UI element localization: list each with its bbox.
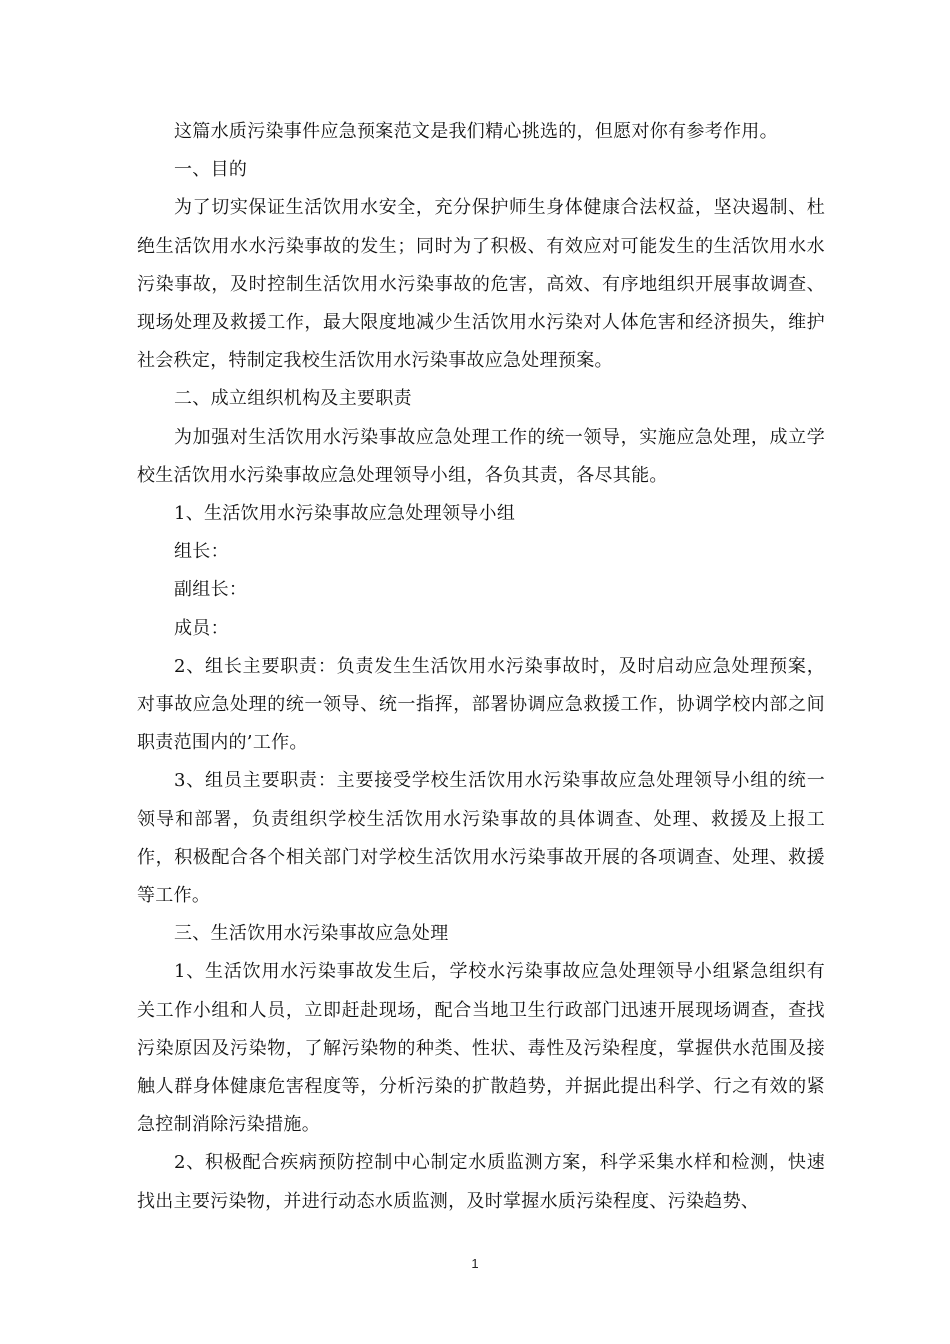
list-item-emergency-step-2: 2、积极配合疾病预防控制中心制定水质监测方案，科学采集水样和检测，快速找出主要污染物，并进行动态水质监测，及时掌握水质污染程度、污染趋势、	[137, 1152, 825, 1212]
heading-purpose: 一、目的	[174, 159, 248, 181]
field-deputy-leader: 副组长：	[174, 579, 248, 601]
field-members: 成员：	[174, 617, 229, 639]
heading-emergency-handling: 三、生活饮用水污染事故应急处理	[174, 923, 449, 945]
heading-organization: 二、成立组织机构及主要职责	[174, 388, 412, 410]
list-item-member-duties: 3、组员主要职责：主要接受学校生活饮用水污染事故应急处理领导小组的统一领导和部署，负责组织学校生活饮用水污染事故的具体调查、处理、救援及上报工作，积极配合各个相关部门对学校生活饮用水污染事故开展的各项调查、处理、救援等工作。	[137, 770, 825, 907]
paragraph-intro: 这篇水质污染事件应急预案范文是我们精心挑选的，但愿对你有参考作用。	[174, 121, 778, 142]
list-item-leadership-group: 1、生活饮用水污染事故应急处理领导小组	[174, 503, 516, 525]
page-number: 1	[471, 1256, 479, 1271]
field-group-leader: 组长：	[174, 541, 229, 563]
document-body	[137, 113, 825, 1221]
paragraph-purpose: 为了切实保证生活饮用水安全，充分保护师生身体健康合法权益，坚决遏制、杜绝生活饮用水水污染事故的发生；同时为了积极、有效应对可能发生的生活饮用水水污染事故，及时控制生活饮用水污染事故的危害，高效、有序地组织开展事故调查、现场处理及救援工作，最大限度地减少生活饮用水污染对人体危害和经济损失，维护社会秩定，特制定我校生活饮用水污染事故应急处理预案。	[137, 197, 825, 372]
paragraph-organization: 为加强对生活饮用水污染事故应急处理工作的统一领导，实施应急处理，成立学校生活饮用水污染事故应急处理领导小组，各负其责，各尽其能。	[137, 426, 825, 486]
list-item-emergency-step-1: 1、生活饮用水污染事故发生后，学校水污染事故应急处理领导小组紧急组织有关工作小组和人员，立即赶赴现场，配合当地卫生行政部门迅速开展现场调查，查找污染原因及污染物，了解污染物的种类、性状、毒性及污染程度，掌握供水范围及接触人群身体健康危害程度等，分析污染的扩散趋势，并据此提出科学、行之有效的紧急控制消除污染措施。	[137, 961, 825, 1136]
list-item-leader-duties: 2、组长主要职责：负责发生生活饮用水污染事故时，及时启动应急处理预案，对事故应急处理的统一领导、统一指挥，部署协调应急救援工作，协调学校内部之间职责范围内的’工作。	[137, 655, 825, 754]
